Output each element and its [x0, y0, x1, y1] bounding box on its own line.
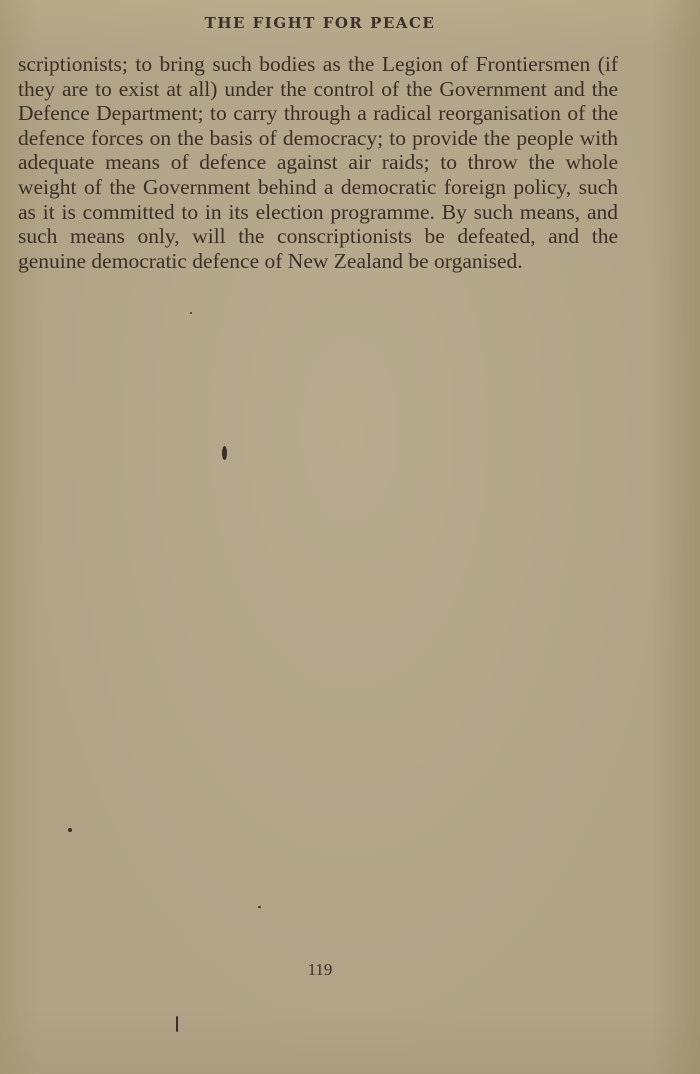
running-head: THE FIGHT FOR PEACE [204, 14, 436, 32]
ink-speck [258, 906, 261, 908]
page-number: 119 [307, 960, 333, 979]
body-paragraph: scriptionists; to bring such bodies as the Legion of Frontiersmen (if they are to exist at all) under the control of the Government and the Defence Department; to carry through a radical reorganisation of the defence forces on the basis of democracy; to provide the people with adequate means of defence against air raids; to throw the whole weight of the Government behind a democratic foreign policy, such as it is committed to in its election programme. By such means, and such means only, will the conscriptionists be defeated, and the genuine democratic defence of New Zealand be organised. [18, 52, 618, 273]
ink-speck [222, 446, 227, 460]
ink-speck [68, 828, 72, 832]
ink-speck [176, 1016, 178, 1032]
ink-speck [190, 312, 192, 314]
